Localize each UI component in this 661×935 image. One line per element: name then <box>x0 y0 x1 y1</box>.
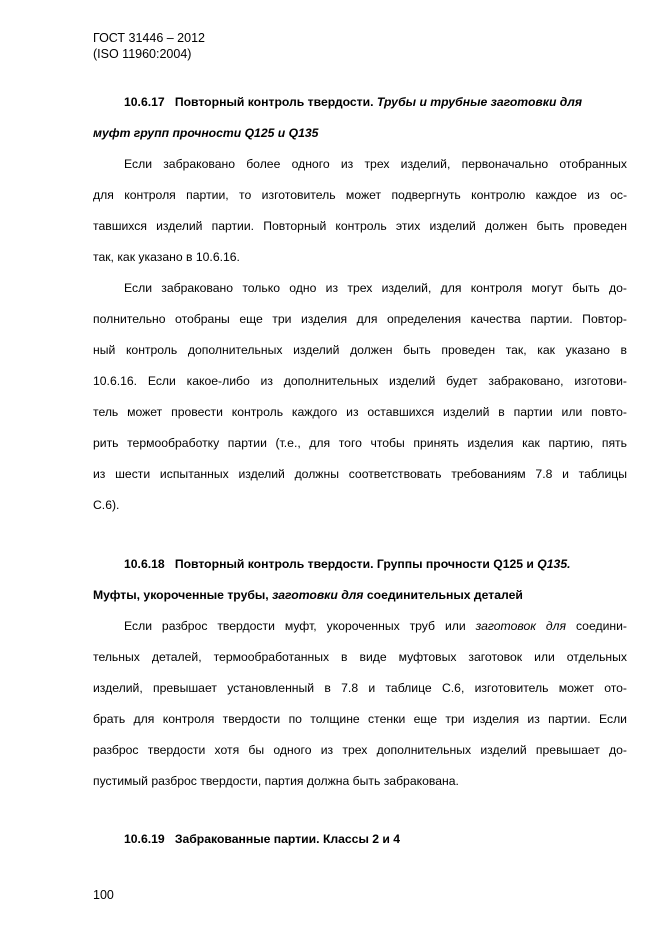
text-run: Если разброс твердости муфт, укороченных труб или <box>124 619 466 633</box>
section-10-6-18-heading-cont <box>93 587 627 603</box>
paragraph-line: Если забраковано только одно из трех изделий, для контроля могут быть до- <box>124 281 627 295</box>
section-number: 10.6.17 <box>124 95 165 109</box>
section-number: 10.6.18 <box>124 557 165 571</box>
section-subtitle: Трубы и трубные заготовки для <box>376 95 583 109</box>
paragraph-line: изделий, превышает установленный в 7.8 и таблице С.6, изготовитель может ото- <box>93 681 627 695</box>
paragraph-line: брать для контроля твердости по толщине стенки еще три изделия из партии. Если <box>93 712 627 726</box>
paragraph-line: тавшихся изделий партии. Повторный контроль этих изделий должен быть проведен <box>93 219 627 233</box>
paragraph-line: тельных деталей, термообработанных в виде муфтовых заготовок или отдельных <box>93 650 627 664</box>
paragraph-line: пустимый разброс твердости, партия должна быть забракована. <box>93 774 459 788</box>
paragraph-line: полнительно отобраны еще три изделия для определения качества партии. Повтор- <box>93 312 627 326</box>
section-10-6-18-heading <box>124 556 627 572</box>
paragraph-line: из шести испытанных изделий должны соответствовать требованиям 7.8 и таблицы <box>93 467 627 481</box>
section-10-6-17-heading-cont: муфт групп прочности Q125 и Q135 <box>93 126 319 140</box>
paragraph-line <box>124 618 627 634</box>
paragraph-line: С.6). <box>93 498 120 512</box>
section-number: 10.6.19 <box>124 832 165 846</box>
paragraph-line: разброс твердости хотя бы одного из трех дополнительных изделий превышает до- <box>93 743 627 757</box>
paragraph-line: Если забраковано более одного из трех изделий, первоначально отобранных <box>124 157 627 171</box>
heading-text: Муфты, укороченные трубы, <box>93 588 269 602</box>
paragraph-line: для контроля партии, то изготовитель может подвергнуть контролю каждое из ос- <box>93 188 627 202</box>
document-header <box>93 30 205 62</box>
heading-text: соединительных деталей <box>366 588 523 602</box>
paragraph-line: рить термообработку партии (т.е., для того чтобы принять изделия как партию, пять <box>93 436 627 450</box>
section-10-6-17-heading <box>124 94 627 110</box>
paragraph-line: ный контроль дополнительных изделий должен быть проведен так, как указано в <box>93 343 627 357</box>
section-title: Повторный контроль твердости. <box>174 95 374 109</box>
heading-text-italic: заготовки для <box>272 588 364 602</box>
section-10-6-19-heading <box>124 831 627 847</box>
section-title-italic: Q135. <box>537 557 571 571</box>
text-run: соедини- <box>575 619 627 633</box>
standard-designation: ГОСТ 31446 – 2012 <box>93 31 205 45</box>
paragraph-line: тель может провести контроль каждого из оставшихся изделий в партии или повто- <box>93 405 627 419</box>
section-title: Забракованные партии. Классы 2 и 4 <box>174 832 401 846</box>
section-title: Повторный контроль твердости. Группы прочности Q125 и <box>174 557 534 571</box>
paragraph-line: 10.6.16. Если какое-либо из дополнительных изделий будет забраковано, изготови- <box>93 374 627 388</box>
page-number: 100 <box>93 888 114 902</box>
iso-reference: (ISO 11960:2004) <box>93 47 192 61</box>
text-run-italic: заготовок для <box>475 619 567 633</box>
paragraph-line: так, как указано в 10.6.16. <box>93 250 240 264</box>
